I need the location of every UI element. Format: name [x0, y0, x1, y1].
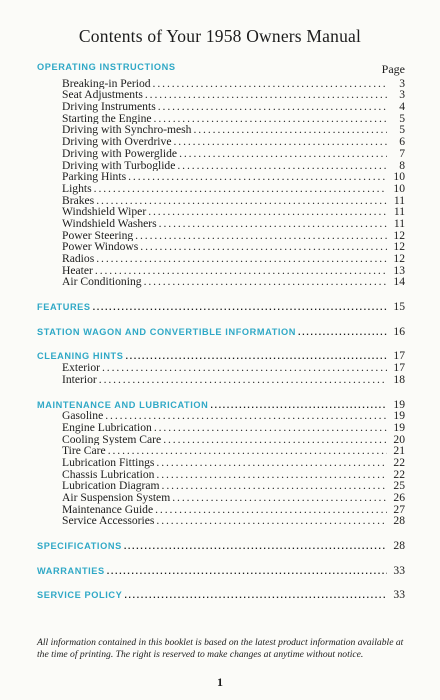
toc-entry-page: 19	[393, 421, 405, 434]
page-number: 1	[217, 675, 223, 689]
toc-entry-label: Interior	[62, 373, 97, 386]
toc-entry[interactable]	[37, 218, 405, 230]
toc-section-label: SPECIFICATIONS	[37, 541, 122, 552]
leader-dots	[177, 160, 387, 172]
leader-dots	[148, 206, 387, 218]
toc-entry-page: 14	[393, 276, 405, 289]
toc-entry-page: 20	[393, 433, 405, 446]
toc-entry[interactable]	[37, 136, 405, 148]
toc-section-label: WARRANTIES	[37, 565, 105, 576]
leader-dots	[135, 230, 387, 242]
toc-entry-page: 5	[399, 112, 405, 125]
toc-entry[interactable]	[37, 374, 405, 386]
toc-entry-page: 18	[393, 373, 405, 386]
toc-entry[interactable]	[37, 171, 405, 183]
toc-section-label: STATION WAGON AND CONVERTIBLE INFORMATION	[37, 326, 297, 337]
toc-section-label: CLEANING HINTS	[37, 351, 124, 362]
toc-entry-page: 5	[399, 124, 405, 137]
leader-dots	[156, 515, 387, 527]
toc-entry-page: 21	[393, 445, 405, 457]
toc-entry-page: 11	[393, 217, 405, 230]
toc-entry-label: Driving Instruments	[62, 101, 156, 113]
toc-section-station-wagon[interactable]	[37, 326, 405, 338]
toc-entry[interactable]	[37, 160, 405, 172]
toc-entry-page: 8	[399, 159, 405, 172]
toc-entry-label: Heater	[62, 264, 93, 277]
toc-entry[interactable]	[37, 276, 405, 288]
toc-entry[interactable]	[37, 265, 405, 277]
page-column-header: Page	[381, 62, 405, 76]
toc-entry-page: 22	[393, 456, 405, 469]
leader-dots	[124, 590, 387, 601]
toc-section-page: 28	[393, 540, 405, 552]
toc-entry-label: Driving with Overdrive	[62, 136, 172, 148]
toc-entry[interactable]	[37, 422, 405, 434]
leader-dots	[158, 101, 387, 113]
toc-entry-label: Driving with Powerglide	[62, 147, 178, 160]
toc-entry-page: 10	[393, 171, 405, 183]
toc-entry-page: 26	[393, 492, 405, 504]
toc-entry-page: 13	[393, 264, 405, 277]
toc-entry[interactable]	[37, 78, 405, 90]
leader-dots	[140, 241, 387, 253]
toc-entry[interactable]	[37, 113, 405, 125]
leader-dots	[159, 218, 387, 230]
toc-entry[interactable]	[37, 253, 405, 265]
footnote-disclaimer: All information contained in this booklet is based on the latest product information available at the time of printing. The right is reserved to make changes at anytime without notice.	[37, 637, 404, 660]
toc-section-page: 17	[393, 350, 405, 363]
leader-dots	[102, 362, 387, 374]
toc-entry-label: Windshield Wiper	[62, 206, 147, 218]
toc-entry-page: 3	[399, 77, 405, 90]
toc-entry-label: Service Accessories	[62, 515, 155, 528]
toc-entry-label: Starting the Engine	[62, 112, 152, 125]
leader-dots	[108, 445, 387, 457]
toc-entry-label: Cooling System Care	[62, 433, 162, 446]
toc-entry[interactable]	[37, 515, 405, 527]
leader-dots	[173, 136, 387, 148]
toc-entry[interactable]	[37, 124, 405, 136]
toc-entry-page: 11	[393, 206, 405, 218]
leader-dots	[128, 171, 387, 183]
toc-entry-page: 3	[399, 89, 405, 102]
toc-entry-label: Driving with Turboglide	[62, 159, 176, 172]
toc-section-page: 16	[393, 325, 405, 338]
toc-entry-label: Air Conditioning	[62, 276, 142, 289]
toc-entry-label: Lubrication Fittings	[62, 456, 155, 469]
toc-section-page: 19	[393, 398, 405, 411]
toc-entry-label: Air Suspension System	[62, 492, 171, 504]
toc-section-operating-instructions[interactable]	[37, 62, 377, 74]
toc-entry-label: Chassis Lubrication	[62, 468, 155, 481]
toc-entry-label: Parking Hints	[62, 171, 127, 183]
toc-entry-label: Power Steering	[62, 229, 134, 242]
leader-dots	[154, 113, 387, 125]
toc-entry-page: 6	[399, 136, 405, 148]
toc-entry-page: 28	[393, 515, 405, 528]
toc-entry-label: Radios	[62, 253, 95, 265]
toc-entry-label: Breaking-in Period	[62, 77, 151, 90]
toc-entry[interactable]	[37, 504, 405, 516]
toc-entry[interactable]	[37, 183, 405, 195]
toc-entry[interactable]	[37, 101, 405, 113]
leader-dots	[298, 327, 387, 338]
leader-dots	[94, 183, 387, 195]
toc-entry-page: 4	[399, 101, 405, 113]
toc-entry-page: 11	[393, 194, 405, 207]
toc-entry-page: 17	[393, 362, 405, 374]
toc-entry[interactable]	[37, 362, 405, 374]
toc-entry-label: Power Windows	[62, 241, 139, 253]
toc-entry[interactable]	[37, 457, 405, 469]
leader-dots	[154, 422, 387, 434]
toc-entry-label: Lubrication Diagram	[62, 480, 160, 492]
toc-entry-label: Tire Care	[62, 445, 106, 457]
toc-entry-page: 25	[393, 480, 405, 492]
toc-entry-page: 12	[393, 253, 405, 265]
toc-entry[interactable]	[37, 89, 405, 101]
leader-dots	[210, 400, 387, 411]
leader-dots	[162, 480, 387, 492]
leader-dots	[153, 78, 387, 90]
toc-entry[interactable]	[37, 206, 405, 218]
toc-entry-label: Driving with Synchro-mesh	[62, 124, 192, 137]
leader-dots	[156, 457, 387, 469]
toc-section-label: OPERATING INSTRUCTIONS	[37, 62, 176, 72]
toc-section-page: 15	[393, 301, 405, 313]
toc-entry-page: 19	[393, 410, 405, 422]
toc-section-page: 33	[393, 589, 405, 602]
leader-dots	[99, 374, 387, 386]
leader-dots	[144, 276, 387, 288]
toc-entry[interactable]	[37, 230, 405, 242]
toc-entry-label: Brakes	[62, 194, 95, 207]
leader-dots	[107, 566, 387, 577]
toc-entry-label: Exterior	[62, 362, 100, 374]
leader-dots	[96, 253, 387, 265]
leader-dots	[193, 124, 387, 136]
leader-dots	[163, 434, 387, 446]
leader-dots	[95, 265, 387, 277]
toc-entry[interactable]	[37, 434, 405, 446]
toc-section-service-policy[interactable]	[37, 589, 405, 601]
leader-dots	[155, 504, 387, 516]
toc-section-page: 33	[393, 564, 405, 577]
toc-entry-page: 10	[393, 182, 405, 195]
toc-section-warranties[interactable]	[37, 565, 405, 577]
toc-entry-label: Maintenance Guide	[62, 503, 154, 516]
toc-entry[interactable]	[37, 469, 405, 481]
toc-entry[interactable]	[37, 480, 405, 492]
leader-dots	[179, 148, 387, 160]
toc-entry-label: Engine Lubrication	[62, 421, 152, 434]
leader-dots	[96, 195, 387, 207]
toc-entry-page: 22	[393, 468, 405, 481]
toc-entry[interactable]	[37, 410, 405, 422]
toc-section-label: SERVICE POLICY	[37, 590, 123, 601]
toc-section-label: FEATURES	[37, 302, 91, 313]
toc-entry-label: Seat Adjustments	[62, 89, 143, 102]
leader-dots	[124, 541, 387, 552]
toc-entry[interactable]	[37, 195, 405, 207]
leader-dots	[172, 492, 387, 504]
table-of-contents	[37, 62, 405, 601]
toc-entry-label: Lights	[62, 182, 92, 195]
leader-dots	[126, 351, 388, 362]
toc-section-cleaning-hints[interactable]	[37, 350, 405, 362]
toc-section-features[interactable]	[37, 301, 405, 313]
page-title: Contents of Your 1958 Owners Manual	[78, 26, 362, 46]
toc-entry-page: 27	[393, 503, 405, 516]
toc-section-maintenance[interactable]	[37, 399, 405, 411]
toc-entry[interactable]	[37, 241, 405, 253]
leader-dots	[105, 410, 387, 422]
toc-entry[interactable]	[37, 492, 405, 504]
toc-section-specifications[interactable]	[37, 540, 405, 552]
leader-dots	[145, 89, 387, 101]
toc-entry[interactable]	[37, 445, 405, 457]
toc-entry-label: Windshield Washers	[62, 217, 157, 230]
toc-entry-page: 7	[399, 147, 405, 160]
toc-entry-label: Gasoline	[62, 410, 104, 422]
toc-section-label: MAINTENANCE AND LUBRICATION	[37, 399, 209, 410]
leader-dots	[156, 469, 387, 481]
toc-entry-page: 12	[393, 229, 405, 242]
toc-entry[interactable]	[37, 148, 405, 160]
toc-entry-page: 12	[393, 241, 405, 253]
leader-dots	[93, 302, 387, 313]
